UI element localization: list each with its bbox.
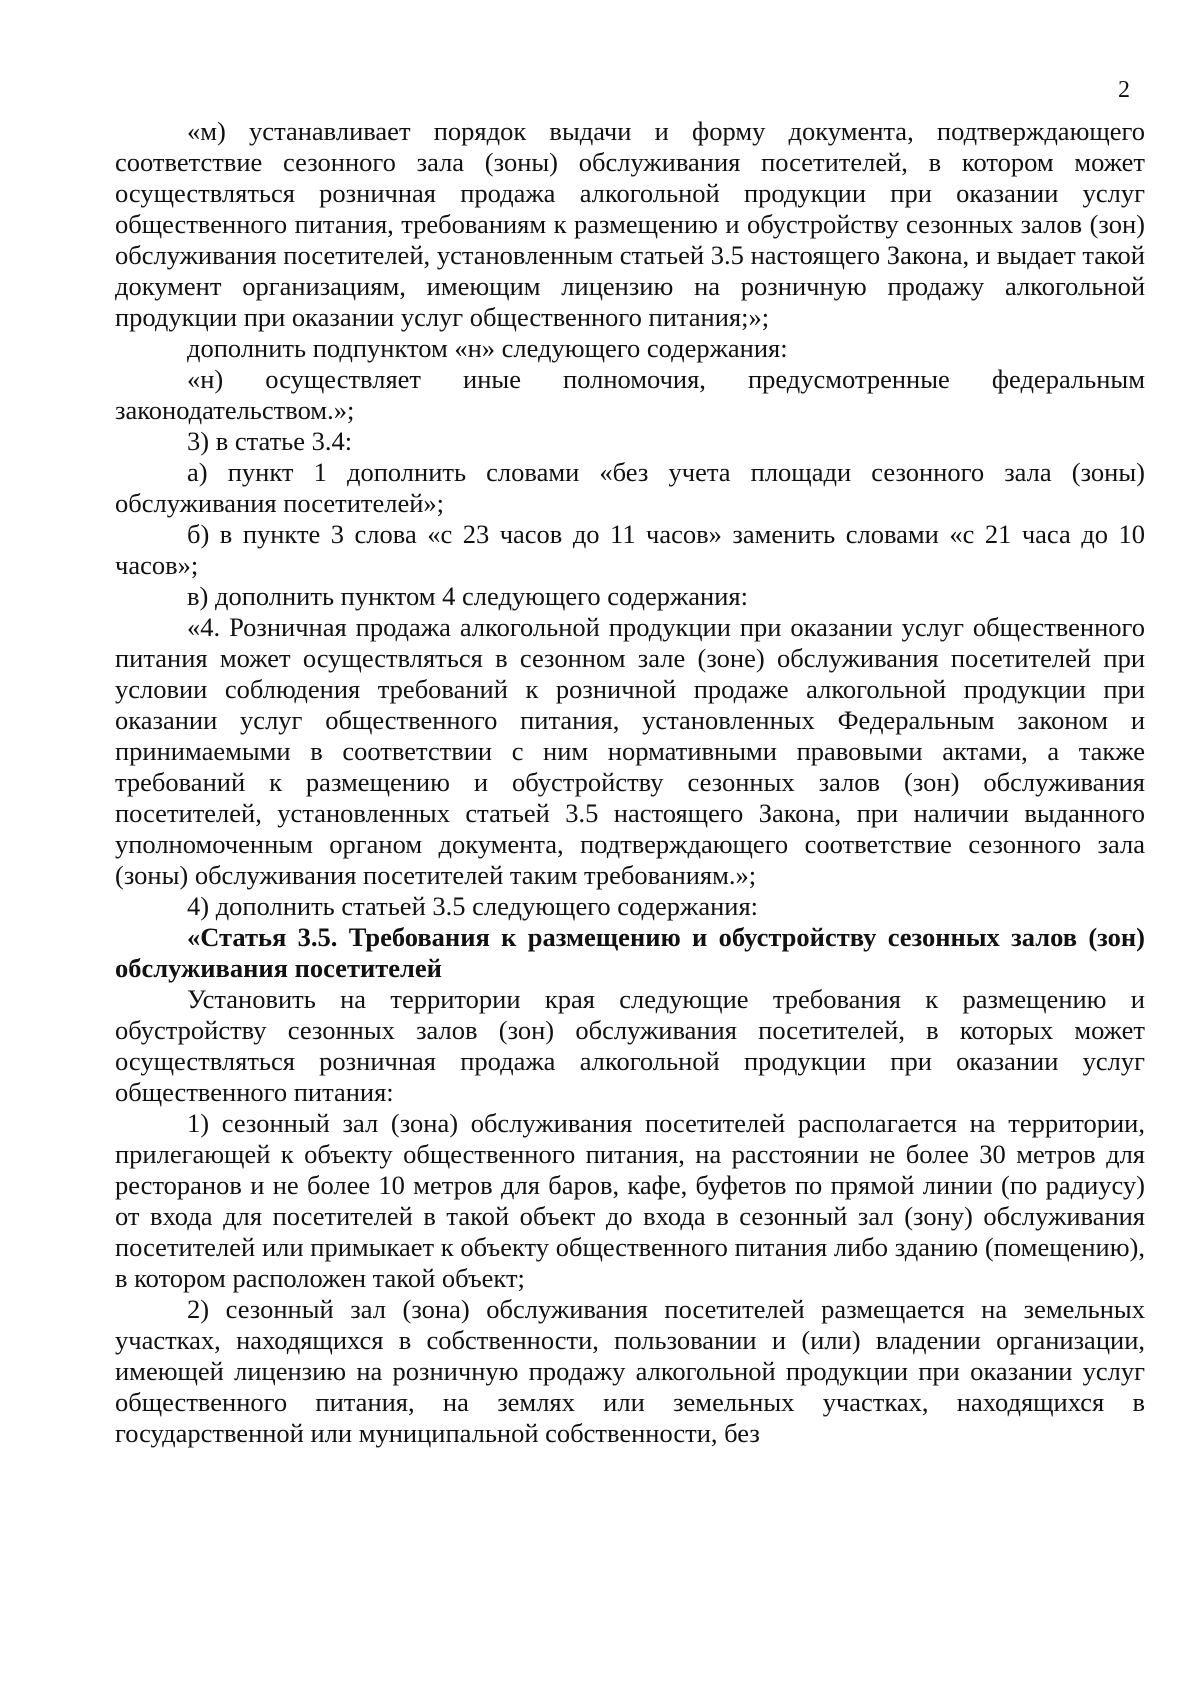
- paragraph-add-subpoint-n: дополнить подпунктом «н» следующего содержания:: [187, 333, 788, 363]
- article-heading: [115, 922, 1145, 984]
- paragraph-add-article-3-5: 4) дополнить статьей 3.5 следующего содержания:: [187, 891, 759, 921]
- paragraph-requirement-1: 1) сезонный зал (зона) обслуживания посетителей располагается на территории, прилегающей к объекту общественного питания, на расстоянии не более 30 метров для ресторанов и не более 10 метров для баров, кафе, буфетов по прямой линии (по радиусу) от входа для посетителей в такой объект до входа в сезонный зал (зону) обслуживания посетителей или примыкает к объекту общественного питания либо зданию (помещению), в котором расположен такой объект;: [115, 1108, 1145, 1293]
- paragraph-item-v: в) дополнить пунктом 4 следующего содержания:: [187, 581, 748, 611]
- paragraph-item-a: а) пункт 1 дополнить словами «без учета площади сезонного зала (зоны) обслуживания посетителей»;: [115, 457, 1145, 518]
- paragraph-requirement-2: 2) сезонный зал (зона) обслуживания посетителей размещается на земельных участках, находящихся в собственности, пользовании и (или) владении организации, имеющей лицензию на розничную продажу алкогольной продукции при оказании услуг общественного питания, на землях или земельных участках, находящихся в государственной или муниципальной собственности, без: [115, 1294, 1145, 1448]
- paragraph-subpoint-m: «м) устанавливает порядок выдачи и форму документа, подтверждающего соответствие сезонного зала (зоны) обслуживания посетителей, в котором может осуществляться розничная продажа алкогольной продукции при оказании услуг общественного питания, требованиям к размещению и обустройству сезонных залов (зон) обслуживания посетителей, установленным статьей 3.5 настоящего Закона, и выдает такой документ организациям, имеющим лицензию на розничную продажу алкогольной продукции при оказании услуг общественного питания;»;: [115, 116, 1145, 332]
- document-body: [115, 116, 1145, 1449]
- paragraph-article-3-4: 3) в статье 3.4:: [187, 426, 353, 456]
- article-heading-title: Статья 3.5. Требования к размещению и обустройству сезонных залов (зон) обслуживания посетителей: [115, 922, 1145, 983]
- page-number: 2: [1118, 77, 1130, 103]
- paragraph-point-4: «4. Розничная продажа алкогольной продукции при оказании услуг общественного питания может осуществляться в сезонном зале (зоне) обслуживания посетителей при условии соблюдения требований к розничной продаже алкогольной продукции при оказании услуг общественного питания, установленных Федеральным законом и принимаемыми в соответствии с ним нормативными правовыми актами, а также требований к размещению и обустройству сезонных залов (зон) обслуживания посетителей, установленных статьей 3.5 настоящего Закона, при наличии выданного уполномоченным органом документа, подтверждающего соответствие сезонного зала (зоны) обслуживания посетителей таким требованиям.»;: [115, 612, 1145, 890]
- article-heading-quote: «: [187, 922, 201, 952]
- paragraph-subpoint-n: «н) осуществляет иные полномочия, предусмотренные федеральным законодательством.»;: [115, 364, 1145, 425]
- paragraph-item-b: б) в пункте 3 слова «с 23 часов до 11 часов» заменить словами «с 21 часа до 10 часов»;: [115, 519, 1145, 580]
- paragraph-requirements-intro: Установить на территории края следующие требования к размещению и обустройству сезонных залов (зон) обслуживания посетителей, в которых может осуществляться розничная продажа алкогольной продукции при оказании услуг общественного питания:: [115, 984, 1145, 1107]
